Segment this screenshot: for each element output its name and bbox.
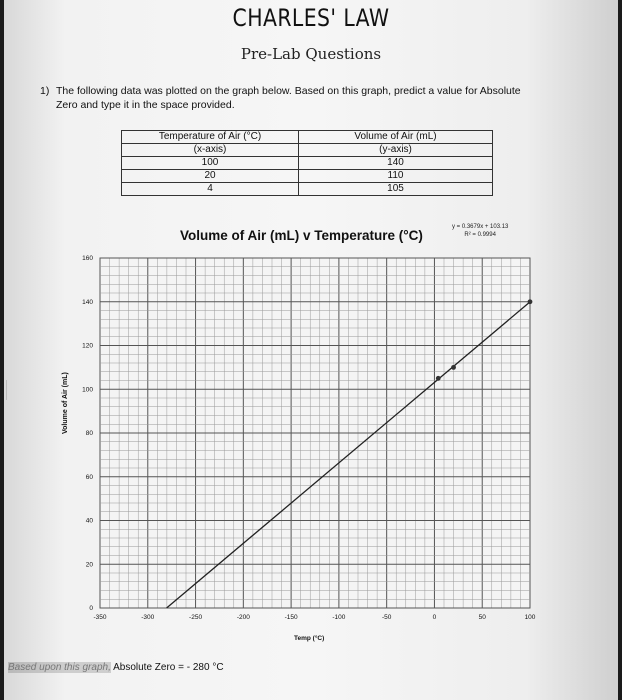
r-squared: R² = 0.9994: [464, 232, 496, 238]
x-tick-label: -300: [141, 614, 155, 621]
table-cell: 105: [299, 183, 493, 196]
header-volume-axis: (y-axis): [299, 144, 493, 157]
trendline-equation: y = 0.3679x + 103.13: [452, 224, 509, 230]
x-axis-label: Temp (°C): [294, 635, 325, 642]
x-tick-label: 50: [478, 614, 486, 621]
question-text-line-2: Zero and type it in the space provided.: [56, 99, 235, 111]
page-title: CHARLES' LAW: [232, 4, 390, 32]
page-edge-marker: [0, 380, 7, 400]
y-tick-label: 0: [89, 605, 93, 612]
x-tick-label: -200: [236, 614, 250, 621]
x-tick-label: -50: [381, 614, 392, 621]
y-axis-label: Volume of Air (mL): [62, 372, 69, 434]
y-tick-label: 20: [85, 561, 93, 569]
header-volume: Volume of Air (mL): [299, 131, 493, 144]
y-tick-label: 160: [82, 255, 93, 262]
y-tick-label: 60: [85, 473, 93, 481]
table-cell: 20: [122, 170, 299, 183]
question-number: 1): [40, 85, 50, 97]
x-tick-label: -100: [332, 614, 346, 621]
data-point: [451, 365, 456, 370]
y-tick-label: 120: [82, 342, 93, 350]
table-cell: 110: [299, 170, 493, 183]
y-tick-label: 100: [82, 386, 93, 394]
chart-title: Volume of Air (mL) v Temperature (°C): [180, 228, 423, 243]
question-text-line-1: The following data was plotted on the graph below. Based on this graph, predict a value for Absolute: [56, 85, 521, 97]
y-tick-label: 80: [85, 430, 93, 437]
y-tick-label: 40: [85, 517, 93, 525]
answer-line: [8, 662, 224, 673]
x-tick-label: -150: [284, 614, 298, 621]
table-cell: 140: [299, 157, 493, 170]
table-cell: 4: [122, 183, 299, 196]
x-tick-label: 0: [432, 614, 437, 621]
header-temperature-axis: (x-axis): [122, 144, 299, 157]
header-temperature: Temperature of Air (°C): [122, 131, 299, 144]
y-tick-label: 140: [82, 298, 93, 306]
answer-text: Absolute Zero = - 280 °C: [113, 662, 224, 673]
x-tick-label: -350: [93, 614, 107, 621]
table-cell: 100: [122, 157, 299, 170]
page-subtitle: Pre-Lab Questions: [240, 45, 382, 63]
data-point: [436, 376, 441, 381]
x-tick-label: -250: [189, 614, 203, 621]
x-tick-label: 100: [524, 614, 536, 621]
answer-prefix: Based upon this graph,: [8, 662, 111, 673]
data-point: [528, 299, 533, 304]
